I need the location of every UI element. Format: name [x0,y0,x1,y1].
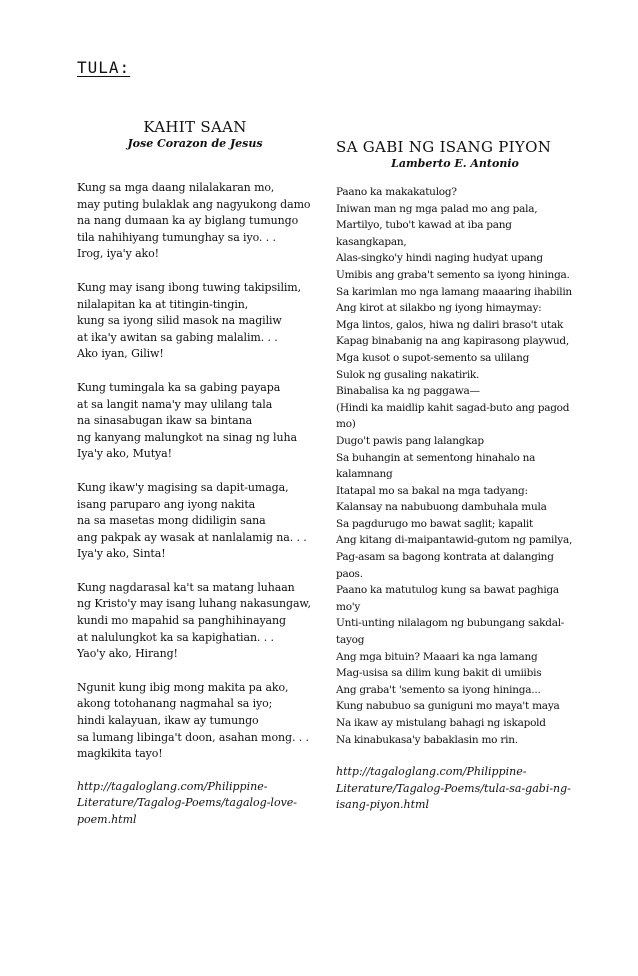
poem-stanza [77,580,313,663]
poem-line: ng Kristo'y may isang luhang nakasungaw, [77,597,311,611]
poem-line: Kalansay na nabubuong dambuhala mula [336,501,547,514]
poem-line: at sa langit nama'y may ulilang tala [77,397,273,411]
poem-line: Kung ikaw'y magising sa dapit-umaga, [77,480,289,494]
poem-line: Ang kitang di-maipantawid-gutom ng pamilya, [336,534,573,547]
poem-line: at nalulungkot ka sa kapighatian. . . [77,630,274,644]
poem-line: sa lumang libinga't doon, asahan mong. . . [77,730,309,744]
poem-line: Ang mga bituin? Maaari ka nga lamang [336,650,538,663]
poem-line: magkikita tayo! [77,747,163,761]
poem-line: Kung tumingala ka sa gabing payapa [77,380,281,394]
poem-line: Irog, iya'y ako! [77,247,159,261]
poem-line: Paano ka makakatulog? [336,186,457,198]
poem-stanza [77,280,313,363]
poem-line: Yao'y ako, Hirang! [77,647,178,661]
poem-line: kung sa iyong silid masok na magiliw [77,314,282,328]
poem-line: Kung nabubuo sa guniguni mo maya't maya [336,700,560,713]
poem-title: KAHIT SAAN [143,118,247,136]
poem-line: Itatapal mo sa bakal na mga tadyang: [336,484,528,497]
poem-line: Iniwan man ng mga palad mo ang pala, [336,202,538,215]
poem-line: Kapag binabanig na ang kapirasong playwud, [336,335,569,348]
poem-line: Sulok ng gusaling nakatirik. [336,368,480,381]
poem-line: Iya'y ako, Mutya! [77,447,172,461]
poem-line: Ngunit kung ibig mong makita pa ako, [77,680,289,694]
poem-line: Sa buhangin at sementong hinahalo na kalamnang [336,451,536,481]
poem-line: na nang dumaan ka ay biglang tumungo [77,214,299,228]
poem-line: Alas-singko'y hindi naging hudyat upang [336,252,543,265]
poem-line: Mga kusot o supot-semento sa ulilang [336,351,530,364]
poem-body [77,180,313,763]
poem-title: SA GABI NG ISANG PIYON [336,138,552,156]
poem-line: isang paruparo ang iyong nakita [77,497,256,511]
poem-line: Sa karimlan mo nga lamang maaaring ihabilin [336,285,572,298]
poem-line: Iya'y ako, Sinta! [77,547,166,561]
poem-line: na sa masetas mong didiligin sana [77,514,266,528]
poem-stanza [77,180,313,263]
poem-line: Mag-usisa sa dilim kung bakit di umiibis [336,667,542,680]
poem-line: Binabalisa ka ng paggawa— [336,385,480,398]
poem-line: Na kinabukasa'y babaklasin mo rin. [336,733,518,746]
poem-line: hindi kalayuan, ikaw ay tumungo [77,714,259,728]
poem-body [336,184,574,748]
poem-line: na sinasabugan ikaw sa bintana [77,414,253,428]
poem-stanza [77,380,313,463]
poem-line: Dugo't pawis pang lalangkap [336,434,484,447]
poem-line: Kung nagdarasal ka't sa matang luhaan [77,580,295,594]
poem-stanza [77,680,313,763]
poem-line: Umibis ang graba't semento sa iyong hininga. [336,268,570,281]
poem-line: tila nahihiyang tumunghay sa iyo. . . [77,230,276,244]
source-link[interactable]: http://tagaloglang.com/Philippine-Literature/Tagalog-Poems/tula-sa-gabi-ng-isang-piyon.html [336,765,571,812]
poem-column-left [77,118,313,828]
section-heading: TULA: [77,58,131,77]
poem-line: Mga lintos, galos, hiwa ng daliri braso't utak [336,318,564,331]
poem-author: Lamberto E. Antonio [391,157,519,170]
poem-line: Sa pagdurugo mo bawat saglit; kapalit [336,517,534,530]
poem-line: ang pakpak ay wasak at nanlalamig na. . . [77,530,307,544]
poem-line: Kung may isang ibong tuwing takipsilim, [77,280,302,294]
poem-line: Kung sa mga daang nilalakaran mo, [77,181,275,194]
poem-stanza [77,480,313,563]
source-link[interactable]: http://tagaloglang.com/Philippine-Literature/Tagalog-Poems/tagalog-love-poem.html [77,779,298,826]
poem-line: Pag-asam sa bagong kontrata at dalanging paos. [336,551,554,580]
poem-line: Ang kirot at silakbo ng iyong himaymay: [336,302,542,315]
poem-line: Ako iyan, Giliw! [77,347,164,361]
poem-line: Na ikaw ay mistulang bahagi ng iskapold [336,717,546,729]
poem-line: Ang graba't 'semento sa iyong hininga... [336,683,541,696]
poem-line: kundi mo mapahid sa panghihinayang [77,614,286,628]
poem-line: at ika'y awitan sa gabing malalim. . . [77,330,278,344]
poem-line: akong totohanang nagmahal sa iyo; [77,697,273,711]
poem-line: Paano ka matutulog kung sa bawat paghiga mo'y [336,584,559,613]
poem-line: nilalapitan ka at titingin-tingin, [77,297,249,311]
poem-line: ng kanyang malungkot na sinag ng luha [77,430,297,444]
poem-line: Unti-unting nilalagom ng bubungang sakdal-tayog [336,617,565,647]
poem-line: may puting bulaklak ang nagyukong damo [77,197,311,211]
poem-column-right [336,138,574,814]
poem-line: (Hindi ka maidlip kahit sagad-buto ang pagod mo) [336,401,570,431]
poem-line: Martilyo, tubo't kawad at iba pang kasangkapan, [336,219,512,248]
poem-author: Jose Corazon de Jesus [127,137,263,150]
